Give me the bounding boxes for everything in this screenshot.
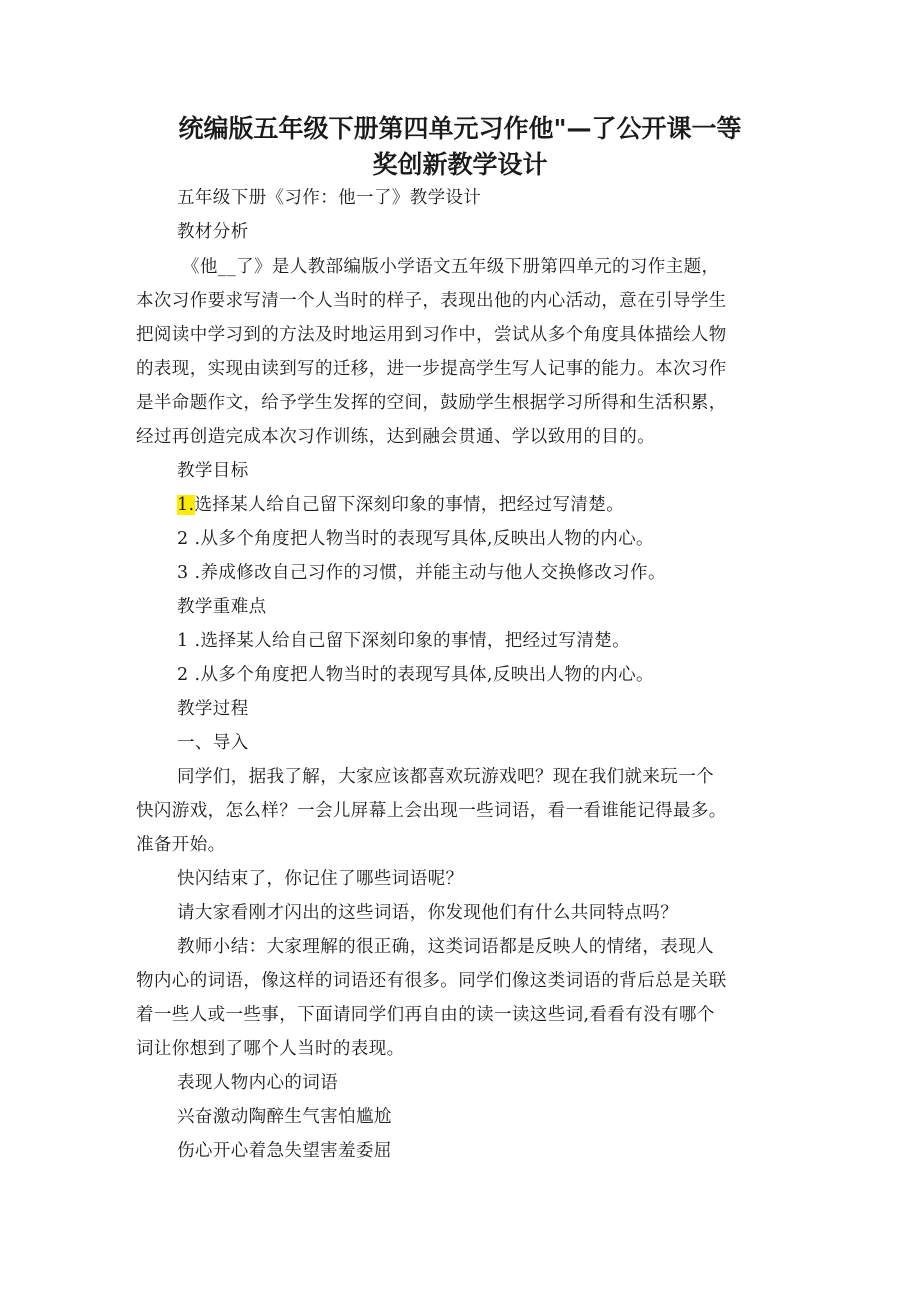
analysis-line-1: 《他__了》是人教部编版小学语文五年级下册第四单元的习作主题， — [182, 257, 720, 277]
words-heading: 表现人物内心的词语 — [177, 1073, 339, 1093]
analysis-line-6: 经过再创造完成本次习作训练，达到融会贯通、学以致用的目的。 — [136, 427, 656, 447]
analysis-line-5: 是半命题作文，给予学生发挥的空间，鼓励学生根据学习所得和生活积累， — [136, 393, 727, 413]
keypoint-item-1: 1 .选择某人给自己留下深刻印象的事情，把经过写清楚。 — [177, 631, 631, 651]
intro-paragraph-3: 请大家看刚才闪出的这些词语，你发现他们有什么共同特点吗？ — [177, 903, 679, 923]
intro-paragraph-1-line-1: 同学们，据我了解，大家应该都喜欢玩游戏吧？现在我们就来玩一个 — [177, 767, 714, 787]
section-heading-goals: 教学目标 — [177, 461, 249, 481]
doc-title-line-2: 奖创新教学设计 — [372, 150, 548, 179]
doc-title-line-1: 统编版五年级下册第四单元习作他"—了公开课一等 — [178, 114, 742, 143]
highlighted-number: 1. — [177, 495, 195, 515]
emotion-words-row-2: 伤心开心着急失望害羞委屈 — [177, 1141, 392, 1161]
intro-paragraph-1-line-2: 快闪游戏，怎么样？一会儿屏幕上会出现一些词语，看一看谁能记得最多。 — [136, 801, 727, 821]
analysis-line-4: 的表现，实现由读到写的迁移，进一步提高学生写人记事的能力。本次习作 — [136, 359, 727, 379]
teacher-summary-line-1: 教师小结：大家理解的很正确，这类词语都是反映人的情绪，表现人 — [177, 937, 714, 957]
goal-item-1 — [177, 493, 624, 517]
intro-paragraph-2: 快闪结束了，你记住了哪些词语呢？ — [177, 869, 464, 889]
intro-paragraph-1-line-3: 准备开始。 — [136, 835, 226, 855]
analysis-line-2: 本次习作要求写清一个人当时的样子，表现出他的内心活动，意在引导学生 — [136, 291, 727, 311]
teacher-summary-line-4: 词让你想到了哪个人当时的表现。 — [136, 1039, 405, 1059]
section-heading-process: 教学过程 — [177, 699, 249, 719]
goal-item-2: 2 .从多个角度把人物当时的表现写具体,反映出人物的内心。 — [177, 529, 654, 549]
section-heading-keypoints: 教学重难点 — [177, 597, 267, 617]
teacher-summary-line-2: 物内心的词语，像这样的词语还有很多。同学们像这类词语的背后总是关联 — [136, 971, 727, 991]
emotion-words-row-1: 兴奋激动陶醉生气害怕尴尬 — [177, 1107, 392, 1127]
goal-item-1-text: 选择某人给自己留下深刻印象的事情，把经过写清楚。 — [194, 495, 625, 515]
analysis-line-3: 把阅读中学习到的方法及时地运用到习作中，尝试从多个角度具体描绘人物 — [136, 325, 727, 345]
keypoint-item-2: 2 .从多个角度把人物当时的表现写具体,反映出人物的内心。 — [177, 665, 654, 685]
doc-subtitle: 五年级下册《习作：他一了》教学设计 — [177, 188, 482, 208]
section-heading-analysis: 教材分析 — [177, 222, 249, 242]
teacher-summary-line-3: 着一些人或一些事，下面请同学们再自由的读一读这些词,看看有没有哪个 — [136, 1005, 715, 1025]
process-step-1: 一、导入 — [177, 733, 249, 753]
goal-item-3: 3 .养成修改自己习作的习惯，并能主动与他人交换修改习作。 — [177, 563, 666, 583]
